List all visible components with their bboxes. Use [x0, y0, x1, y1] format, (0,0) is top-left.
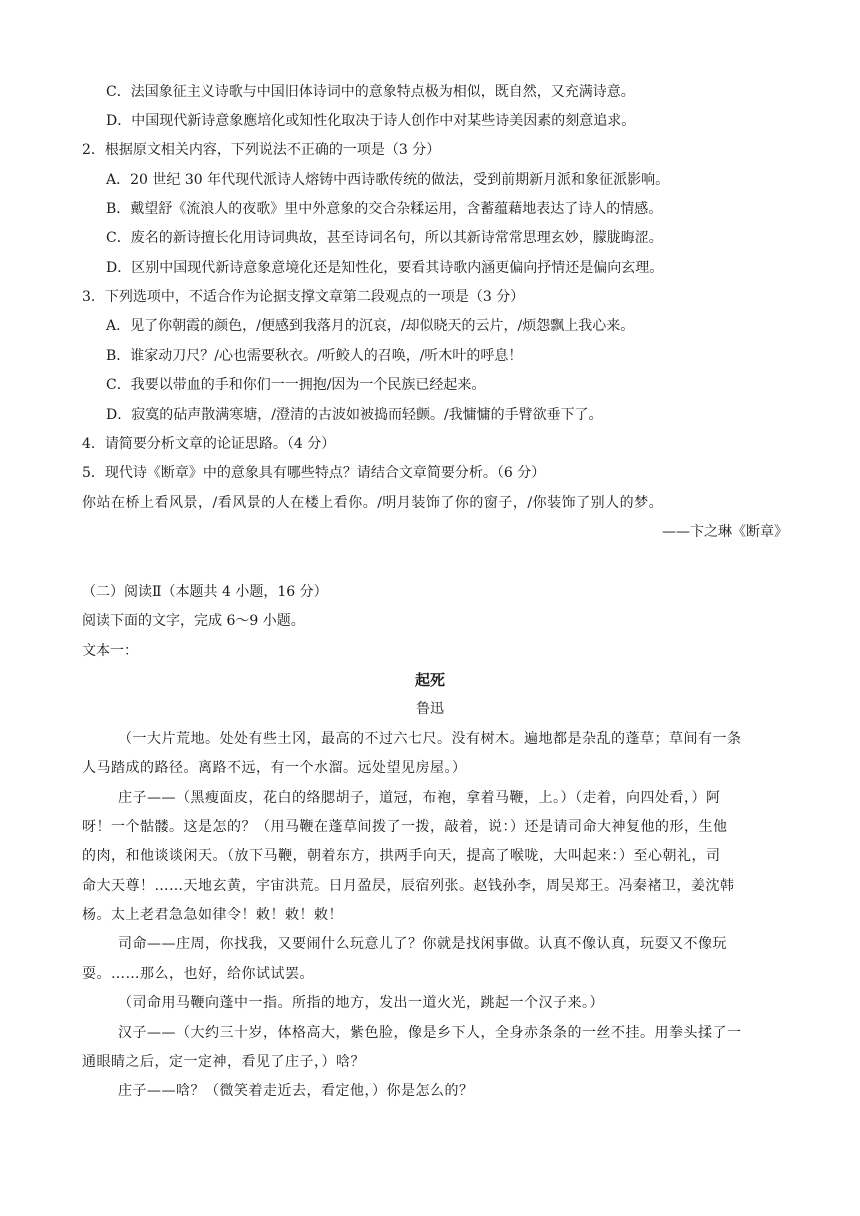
body-line: 呀！一个骷髅。这是怎的？（用马鞭在蓬草间拨了一拨，敲着，说：）还是请司命大神复他的形，生他: [82, 819, 728, 835]
body-line: 杨。太上老君急急如律令！敕！敕！敕！: [82, 907, 343, 923]
poem-attribution: ——卞之琳《断章》: [662, 524, 788, 540]
question-3: 3．下列选项中，不适合作为论据支撑文章第二段观点的一项是（3 分）: [82, 289, 525, 305]
body-line: 耍。……那么，也好，给你试试罢。: [82, 966, 314, 982]
q3-option-b: B．谁家动刀尺？/心也需要秋衣。/听鲛人的召唤，/听木叶的呼息！: [106, 348, 523, 364]
poem-quote: 你站在桥上看风景，/看风景的人在楼上看你。/明月装饰了你的窗子，/你装饰了别人的梦。: [82, 495, 664, 511]
article-title: 起死: [414, 671, 445, 689]
option-d-line: D．中国现代新诗意象應培化或知性化取决于诗人创作中对某些诗美因素的刻意追求。: [106, 113, 636, 129]
body-line: 庄子——唅？（微笑着走近去，看定他，）你是怎么的？: [118, 1083, 474, 1099]
option-c-line: C．法国象征主义诗歌与中国旧体诗词中的意象特点极为相似，既自然，又充满诗意。: [106, 84, 635, 100]
q2-option-a: A．20 世纪 30 年代现代派诗人熔铸中西诗歌传统的做法，受到前期新月派和象征派影响。: [106, 172, 670, 188]
body-line: 庄子——（黑瘦面皮，花白的络腮胡子，道冠，布袍，拿着马鞭，上。）（走着，向四处看，）阿: [118, 790, 721, 806]
question-5: 5．现代诗《断章》中的意象具有哪些特点？请结合文章简要分析。（6 分）: [82, 465, 546, 481]
article-author: 鲁迅: [416, 701, 444, 717]
q2-option-c: C．废名的新诗擅长化用诗词典故，甚至诗词名句，所以其新诗常常思理玄妙，朦胧晦涩。: [106, 230, 663, 246]
body-line: 命大天尊！……天地玄黄，宇宙洪荒。日月盈昃，辰宿列张。赵钱孙李，周吴郑王。冯秦褚卫，姜沈韩: [82, 878, 735, 894]
q3-option-c: C．我要以带血的手和你们一一拥抱/因为一个民族已经起来。: [106, 377, 486, 393]
q3-option-d: D．寂寞的砧声散满寒塘，/澄清的古波如被捣而轻颤。/我慵慵的手臂欲垂下了。: [106, 407, 603, 423]
q2-option-d: D．区别中国现代新诗意象意境化还是知性化，要看其诗歌内涵更偏向抒情还是偏向玄理。: [106, 260, 664, 276]
body-line: （一大片荒地。处处有些土冈，最高的不过六七尺。没有树木。遍地都是杂乱的蓬草；草间有一条: [118, 731, 742, 747]
body-line: 汉子——（大约三十岁，体格高大，紫色脸，像是乡下人，全身赤条条的一丝不挂。用拳头揉了一: [118, 1025, 742, 1041]
section-header: （二）阅读Ⅱ（本题共 4 小题，16 分）: [82, 584, 328, 600]
q2-option-b: B．戴望舒《流浪人的夜歌》里中外意象的交合杂糅运用，含蓄蕴藉地表达了诗人的情感。: [106, 201, 663, 217]
body-line: 司命——庄周，你找我，又要闹什么玩意儿了？你就是找闲事做。认真不像认真，玩耍又不像玩: [118, 936, 727, 952]
body-line: （司命用马鞭向蓬中一指。所指的地方，发出一道火光，跳起一个汉子来。）: [118, 995, 604, 1011]
question-4: 4．请简要分析文章的论证思路。（4 分）: [82, 436, 336, 452]
body-line: 通眼睛之后，定一定神，看见了庄子，）唅？: [82, 1054, 365, 1070]
q3-option-a: A．见了你朝霞的颜色，/便感到我落月的沉哀，/却似晓天的云片，/烦怨飘上我心来。: [106, 318, 635, 334]
question-2: 2．根据原文相关内容，下列说法不正确的一项是（3 分）: [82, 142, 441, 158]
text-label: 文本一：: [82, 643, 138, 659]
body-line: 人马踏成的路径。离路不远，有一个水溜。远处望见房屋。）: [82, 760, 467, 776]
body-line: 的肉，和他谈谈闲天。（放下马鞭，朝着东方，拱两手向天，提高了喉咙，大叫起来：）至心朝礼，司: [82, 848, 721, 864]
section-instruction: 阅读下面的文字，完成 6～9 小题。: [82, 613, 305, 629]
